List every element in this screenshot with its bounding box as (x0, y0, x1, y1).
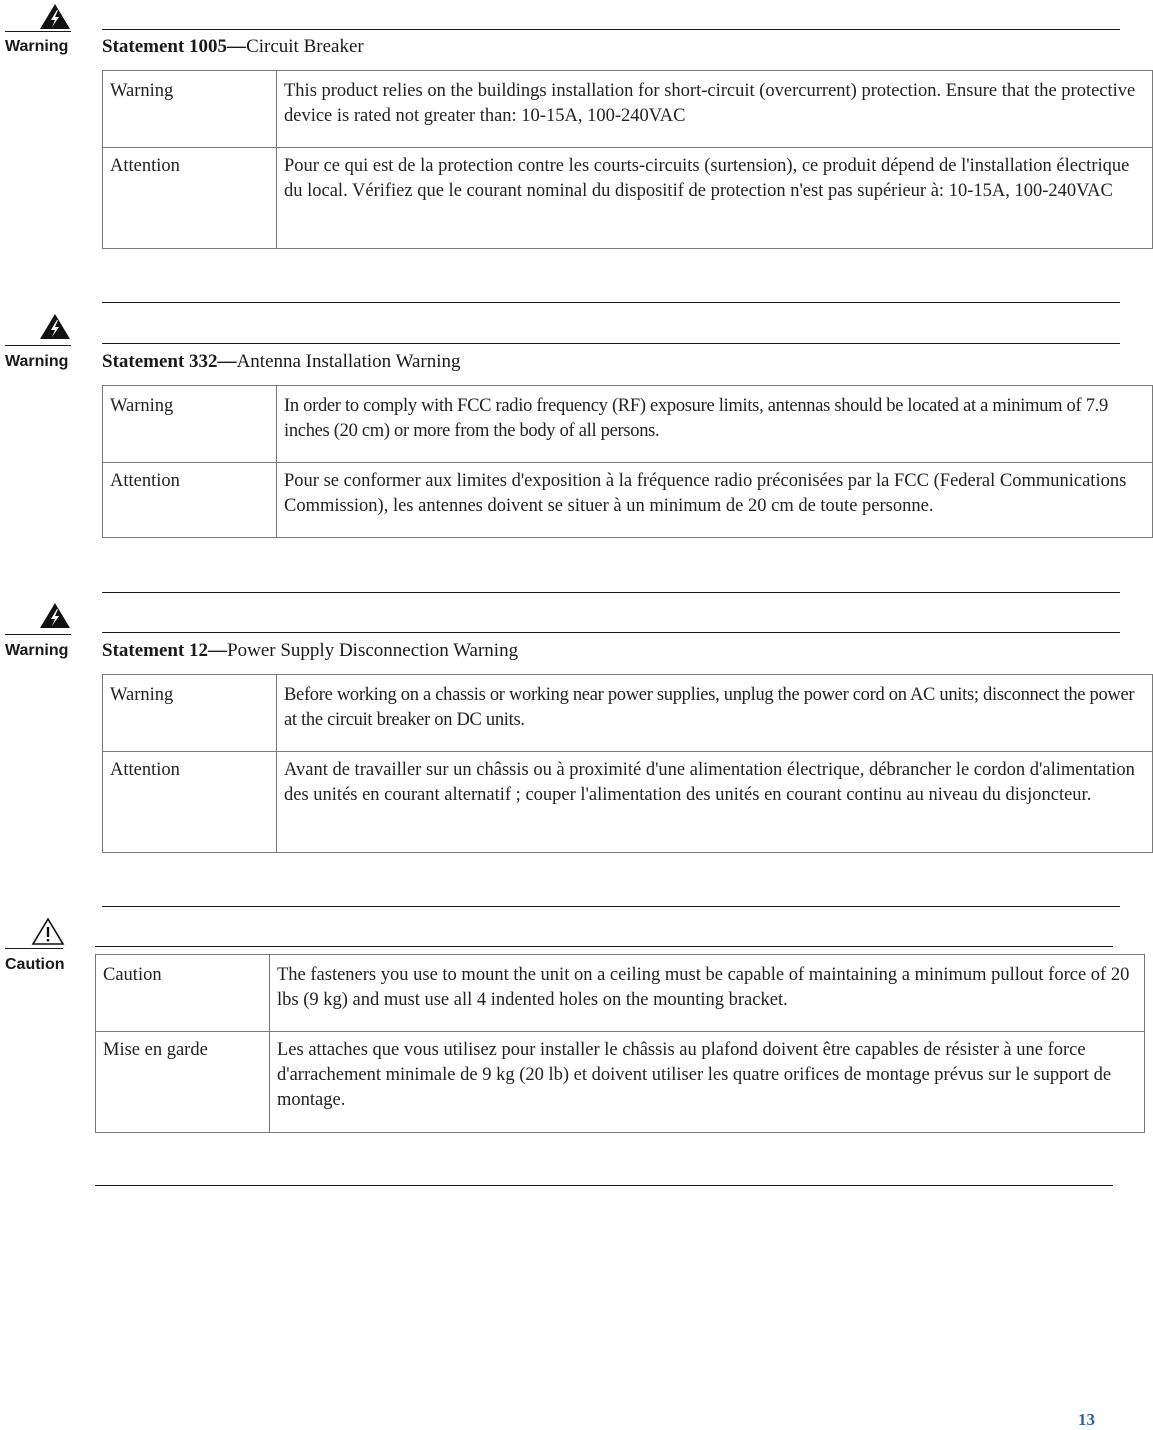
language-cell: Warning (103, 675, 277, 752)
table-row (103, 675, 1153, 752)
warning-icon (39, 602, 71, 629)
statement-title: Power Supply Disconnection Warning (227, 640, 519, 661)
statement-table (102, 70, 1153, 249)
section-top-rule (102, 632, 1120, 633)
language-cell: Warning (103, 71, 277, 148)
caution-label: Caution (5, 956, 65, 973)
language-cell: Warning (103, 386, 277, 463)
section-bottom-rule (95, 1185, 1113, 1186)
warning-icon (39, 313, 71, 340)
warning-label: Warning (5, 642, 69, 659)
statement-text-cell: The fasteners you use to mount the unit on a ceiling must be capable of maintaining a minimum pullout force of 20 lbs (9 kg) and must use all 4 indented holes on the mounting bracket. (270, 955, 1145, 1032)
warning-label: Warning (5, 353, 69, 370)
warning-icon (39, 3, 71, 30)
statement-number: Statement 12— (102, 640, 228, 661)
section-bottom-rule (102, 302, 1120, 303)
statement-text-cell: In order to comply with FCC radio frequency (RF) exposure limits, antennas should be located at a minimum of 7.9 inches (20 cm) or more from the body of all persons. (277, 386, 1153, 463)
section-top-rule (102, 29, 1120, 30)
language-cell: Mise en garde (96, 1032, 270, 1133)
table-row (103, 752, 1153, 853)
table-row (96, 955, 1145, 1032)
statement-text-cell: Avant de travailler sur un châssis ou à proximité d'une alimentation électrique, débrancher le cordon d'alimentation des unités en courant alternatif ; couper l'alimentation des unités en courant continu au niveau du disjoncteur. (277, 752, 1153, 853)
statement-text-cell: Pour ce qui est de la protection contre les courts-circuits (surtension), ce produit dépend de l'installation électrique du local. Vérifiez que le courant nominal du dispositif de protection n'est pas supérieur à: 10-15A, 100-240VAC (277, 148, 1153, 249)
language-cell: Caution (96, 955, 270, 1032)
statement-table (95, 954, 1145, 1133)
statement-number: Statement 1005— (102, 36, 247, 57)
statement-heading (102, 640, 518, 662)
statement-heading (102, 351, 461, 373)
warning-label: Warning (5, 38, 69, 55)
statement-table (102, 674, 1153, 853)
table-row (103, 148, 1153, 249)
table-row (103, 71, 1153, 148)
language-cell: Attention (103, 752, 277, 853)
warning-icon-underline (5, 345, 71, 346)
table-row (96, 1032, 1145, 1133)
table-row (103, 463, 1153, 538)
statement-title: Circuit Breaker (246, 36, 364, 57)
caution-icon-underline (5, 948, 63, 949)
statement-heading (102, 36, 364, 58)
page-number: 13 (1078, 1410, 1095, 1429)
statement-text-cell: Before working on a chassis or working near power supplies, unplug the power cord on AC units; disconnect the power at the circuit breaker on DC units. (277, 675, 1153, 752)
statement-text-cell: Pour se conformer aux limites d'exposition à la fréquence radio préconisées par la FCC (Federal Communications Commission), les antennes doivent se situer à un minimum de 20 cm de toute personne. (277, 463, 1153, 538)
statement-text-cell: This product relies on the buildings installation for short-circuit (overcurrent) protection. Ensure that the protective device is rated not greater than: 10-15A, 100-240VAC (277, 71, 1153, 148)
language-cell: Attention (103, 148, 277, 249)
statement-number: Statement 332— (102, 351, 237, 372)
statement-text-cell: Les attaches que vous utilisez pour installer le châssis au plafond doivent être capables de résister à une force d'arrachement minimale de 9 kg (20 lb) et doivent utiliser les quatre orifices de montage prévus sur le support de montage. (270, 1032, 1145, 1133)
section-top-rule (95, 946, 1113, 947)
section-bottom-rule (102, 592, 1120, 593)
warning-icon-underline (5, 634, 71, 635)
caution-icon (31, 917, 65, 946)
language-cell: Attention (103, 463, 277, 538)
table-row (103, 386, 1153, 463)
section-top-rule (102, 343, 1120, 344)
statement-title: Antenna Installation Warning (236, 351, 461, 372)
warning-icon-underline (5, 31, 71, 32)
statement-table (102, 385, 1153, 538)
section-bottom-rule (102, 906, 1120, 907)
